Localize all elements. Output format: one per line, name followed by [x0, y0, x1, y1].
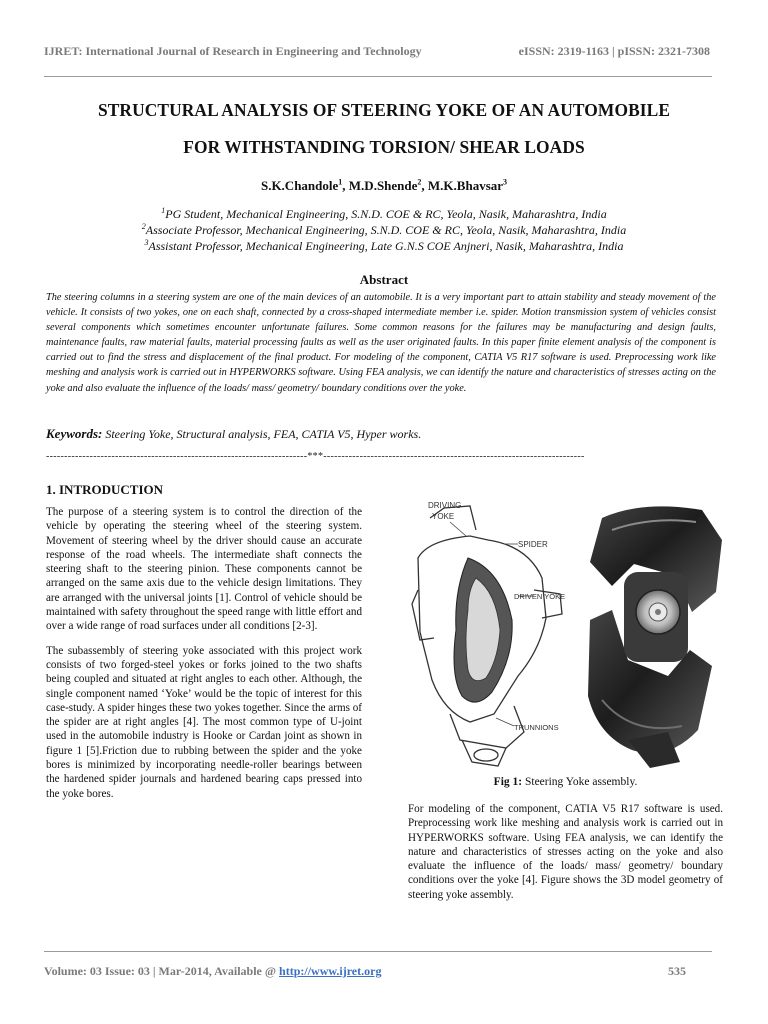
- affiliations: [0, 206, 768, 254]
- author-name: S.K.Chandole: [260, 178, 339, 193]
- paragraph: For modeling of the component, CATIA V5 R17 software is used. Preprocessing work like meshing and analysis work is carried out in HYPERWORKS software. Using FEA analysis, we can identify the nature and characteristics of stresses acting on the yoke and also evaluate the influence of the loads/ mass/ geometry/ boundary conditions over the yoke [4]. Figure shows the 3D model geometry of steering yoke assembly.: [408, 803, 723, 901]
- title-line-2: FOR WITHSTANDING TORSION/ SHEAR LOADS: [183, 137, 585, 157]
- label-spider: SPIDER: [518, 540, 548, 549]
- yoke-photo: [572, 500, 732, 770]
- figure-caption: [408, 776, 723, 788]
- journal-link[interactable]: http://www.ijret.org: [279, 964, 382, 978]
- author-name: M.D.Shende: [348, 178, 418, 193]
- footer-rule: [44, 951, 712, 952]
- section-heading: 1. INTRODUCTION: [46, 482, 164, 497]
- affiliation-line: $^1$PG Student, Mechanical Engineering, S.N.D. COE & RC, Yeola, Nasik, Maharashtra, India: [161, 206, 607, 221]
- page-number: 535: [668, 964, 686, 978]
- keywords: [46, 426, 421, 442]
- figure-caption-text: Steering Yoke assembly.: [522, 776, 638, 788]
- footer-volume-info: [44, 964, 381, 979]
- issn-header: eISSN: 2319-1163 | pISSN: 2321-7308: [518, 44, 710, 58]
- header-rule: [44, 76, 712, 77]
- right-column: [408, 802, 723, 912]
- label-yoke: YOKE: [432, 512, 455, 521]
- abstract-text: The steering columns in a steering system are one of the main devices of an automobile. It is a very important part to attain stability and steady movement of the vehicle. It consists of two yokes, one on each shaft, connected by a cross-shaped intermediate member i.e. spider. Motion transmission system of vehicles consist several components which sometimes encounter unfortunate failures. Some common reasons for the failures may be manufacturing and design faults, maintenance faults, raw material faults, material processing faults as well as the user originated faults. In this paper finite element analysis of the component is carried out to find the stress and displacement of the final product. For modeling of the component, CATIA V5 R17 software is used. Preprocessing work like meshing and analysis work is carried out in HYPERWORKS software. Using FEA analysis, we can identify the nature and characteristics of stresses acting on the yoke and also evaluate the influence of the loads/ mass/ geometry/ boundary conditions over the yoke.: [46, 292, 716, 394]
- journal-header: IJRET: International Journal of Research in Engineering and Technology: [44, 44, 422, 58]
- section-separator: ------------------------------------------------------------------------***------------------------------------------------------------------------: [46, 451, 585, 462]
- label-driving: DRIVING: [428, 501, 462, 510]
- label-trunnions: TRUNNIONS: [514, 723, 559, 732]
- footer-text: Volume: 03 Issue: 03 | Mar-2014, Available @: [44, 964, 280, 978]
- author-sup: 3: [503, 177, 508, 187]
- author-name: M.K.Bhavsar: [427, 178, 504, 193]
- paper-title: [30, 92, 738, 166]
- yoke-diagram: [410, 500, 570, 770]
- label-driven-yoke: DRIVEN YOKE: [514, 592, 566, 601]
- author-sup: 1: [338, 177, 343, 187]
- paragraph: The purpose of a steering system is to control the direction of the vehicle by operating the steering wheel of the steering system. Movement of steering wheel by the driver should cause an accurate response of the road wheels. The intermediate shaft connects the steering shaft to the steering pinion. These components cannot be arranged on the same axis due to the vehicle design limitations. They are arranged with the universal joints [1]. Control of vehicle should be maintained with safety throughout the speed range with little effort and over a wide range of road surfaces under all conditions [2-3].: [46, 506, 362, 633]
- figure-caption-label: Fig 1:: [493, 776, 523, 788]
- keywords-text: Steering Yoke, Structural analysis, FEA, CATIA V5, Hyper works.: [105, 427, 422, 441]
- affiliation-line: $^2$Associate Professor, Mechanical Engineering, S.N.D. COE & RC, Yeola, Nasik, Maharashtra, India: [141, 222, 627, 237]
- affiliation-line: $^3$Assistant Professor, Mechanical Engineering, Late G.N.S COE Anjneri, Nasik, Maharashtra, India: [144, 238, 624, 253]
- author-list: S.K.Chandole$^1$, M.D.Shende$^2$, M.K.Bhavsar$^3$: [260, 177, 508, 193]
- author-sup: 2: [417, 177, 422, 187]
- title-line-1: STRUCTURAL ANALYSIS OF STEERING YOKE OF AN AUTOMOBILE: [97, 100, 671, 120]
- paragraph: The subassembly of steering yoke associated with this project work consists of two forged-steel yokes or forks joined to the two shafts being coupled and situated at right angles to each other. Although, the single component named ‘Yoke’ would be the topic of interest for this case-study. A spider hinges these two yokes together. Since the arms of the spider are at right angles [4]. The most common type of U-joint used in the automobile industry is Hooke or Cardan joint as shown in figure 1 [5].Friction due to rubbing between the spider and the yoke bores is minimized by incorporating needle-roller bearings between the hardened spider journals and hardened bearing caps pressed into the yoke bores.: [46, 644, 362, 800]
- abstract-heading: Abstract: [359, 272, 409, 287]
- keywords-label: Keywords:: [46, 426, 103, 441]
- left-column: [46, 505, 362, 811]
